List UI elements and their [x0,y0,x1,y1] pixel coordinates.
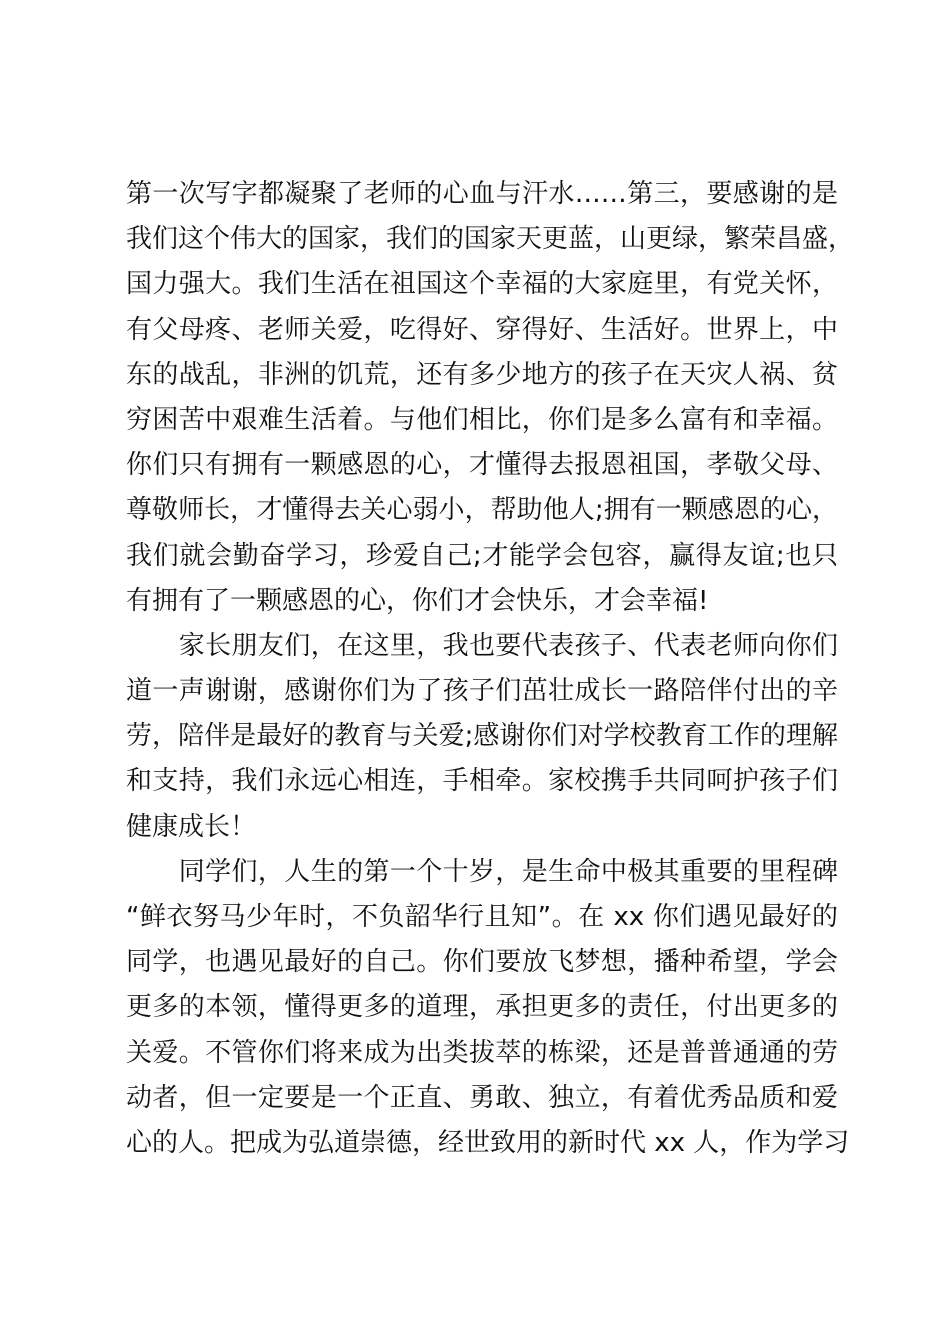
text-line: 你们只有拥有一颗感恩的心，才懂得去报恩祖国，孝敬父母、 [126,450,838,481]
text-line: 尊敬师长，才懂得去关心弱小，帮助他人;拥有一颗感恩的心， [126,495,838,526]
text-line: 我们就会勤奋学习，珍爱自己;才能学会包容，赢得友谊;也只 [126,540,838,571]
text-line: 国力强大。我们生活在祖国这个幸福的大家庭里，有党关怀， [126,269,838,300]
text-line: “鲜衣努马少年时，不负韶华行且知”。在 xx 你们遇见最好的 [126,902,838,932]
text-line: 有父母疼、老师关爱，吃得好、穿得好、生活好。世界上，中 [126,314,838,345]
text-line: 劳，陪伴是最好的教育与关爱;感谢你们对学校教育工作的理解 [126,721,838,752]
text-line: 关爱。不管你们将来成为出类拔萃的栋梁，还是普普通通的劳 [126,1037,838,1068]
text-line: 道一声谢谢，感谢你们为了孩子们茁壮成长一路陪伴付出的辛 [126,676,838,707]
text-line: 更多的本领，懂得更多的道理，承担更多的责任，付出更多的 [126,992,838,1023]
text-line: 穷困苦中艰难生活着。与他们相比，你们是多么富有和幸福。 [126,404,838,435]
paragraph-first-line: 同学们，人生的第一个十岁，是生命中极其重要的里程碑 [126,856,838,887]
paragraph-end-line: 有拥有了一颗感恩的心，你们才会快乐，才会幸福! [126,585,709,616]
text-line: 我们这个伟大的国家，我们的国家天更蓝，山更绿，繁荣昌盛， [126,224,855,255]
text-line: 第一次写字都凝聚了老师的心血与汗水……第三，要感谢的是 [126,179,838,209]
text-line: 动者，但一定要是一个正直、勇敢、独立，有着优秀品质和爱 [126,1082,838,1113]
paragraph-end-line: 健康成长！ [126,811,257,842]
paragraph-first-line: 家长朋友们，在这里，我也要代表孩子、代表老师向你们 [126,630,838,661]
text-line: 和支持，我们永远心相连，手相牵。家校携手共同呵护孩子们 [126,766,838,797]
body-text [126,172,855,1166]
text-line: 东的战乱，非洲的饥荒，还有多少地方的孩子在天灾人祸、贫 [126,359,838,390]
text-line: 心的人。把成为弘道崇德，经世致用的新时代 xx 人，作为学习 [126,1127,850,1158]
text-line: 同学，也遇见最好的自己。你们要放飞梦想，播种希望，学会 [126,947,838,978]
